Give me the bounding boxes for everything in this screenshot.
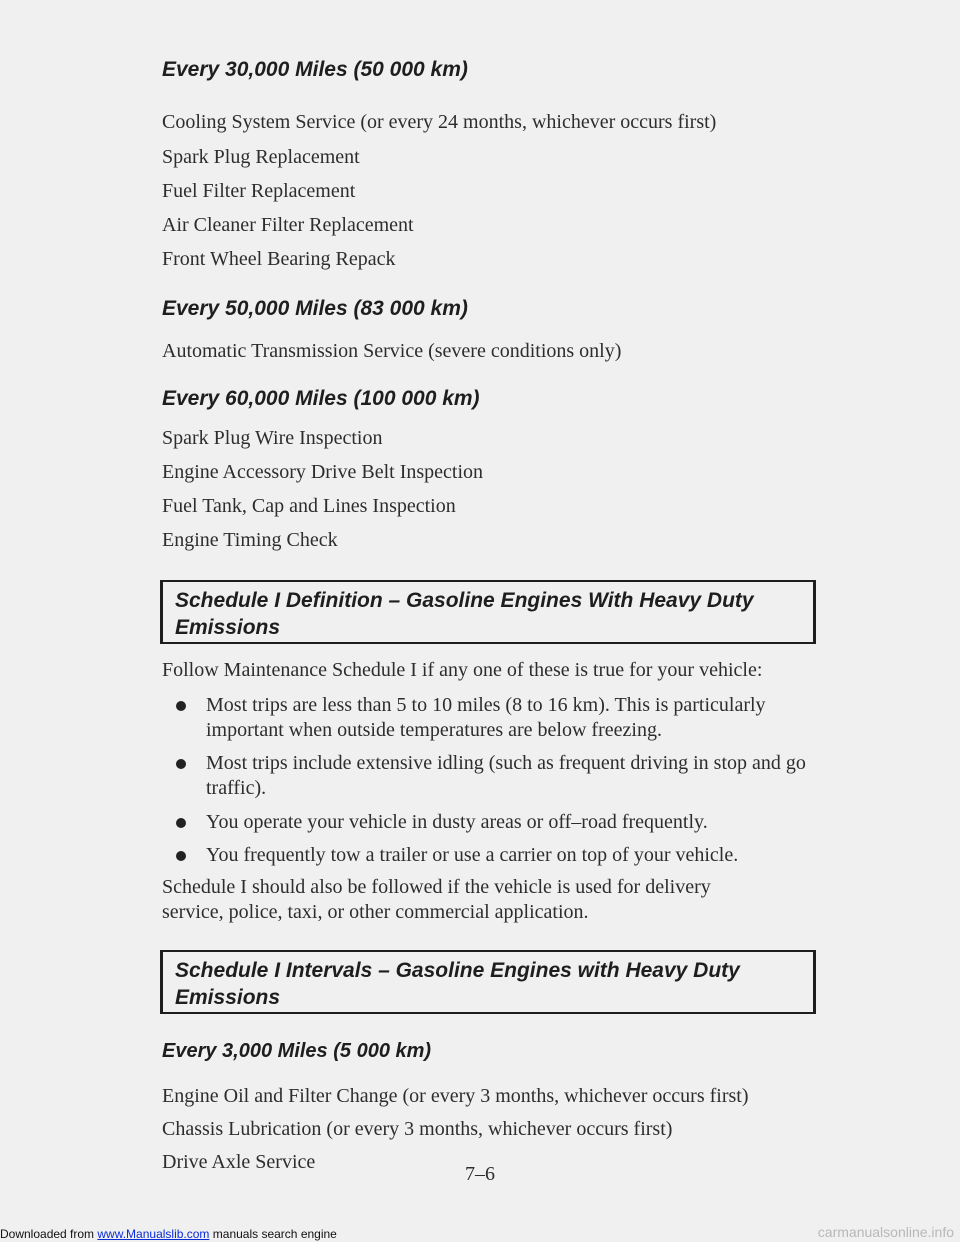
list-item: Drive Axle Service	[162, 1151, 316, 1173]
watermark: carmanualsonline.info	[817, 1224, 954, 1240]
list-item: Engine Accessory Drive Belt Inspection	[162, 461, 484, 483]
bullet-item	[176, 843, 826, 868]
bullet-item	[176, 810, 826, 835]
schedule-intervals-box: Schedule I Intervals – Gasoline Engines with Heavy Duty Emissions	[160, 950, 816, 1014]
list-item: Chassis Lubrication (or every 3 months, whichever occurs first)	[162, 1118, 673, 1140]
heading-3000-miles: Every 3,000 Miles (5 000 km)	[162, 1040, 432, 1062]
list-item: Cooling System Service (or every 24 months, whichever occurs first)	[162, 111, 717, 133]
list-item: Fuel Tank, Cap and Lines Inspection	[162, 495, 456, 517]
heading-30000-miles: Every 30,000 Miles (50 000 km)	[162, 58, 468, 81]
bullet-text: You operate your vehicle in dusty areas or off–road frequently.	[206, 811, 708, 833]
list-item: Spark Plug Replacement	[162, 146, 360, 168]
bullet-dot-icon	[176, 759, 186, 769]
schedule-definition-box: Schedule I Definition – Gasoline Engines With Heavy Duty Emissions	[160, 580, 816, 644]
bullet-dot-icon	[176, 701, 186, 711]
manualslib-link[interactable]: www.Manualslib.com	[97, 1227, 210, 1241]
bullet-text: Most trips are less than 5 to 10 miles (8 to 16 km). This is particularly important when outside temperatures are below freezing.	[206, 694, 766, 741]
heading-60000-miles: Every 60,000 Miles (100 000 km)	[162, 387, 480, 410]
list-item: Engine Oil and Filter Change (or every 3 months, whichever occurs first)	[162, 1085, 749, 1107]
page-number: 7–6	[465, 1163, 495, 1185]
bullet-text: Most trips include extensive idling (such as frequent driving in stop and go traffic).	[206, 752, 806, 799]
list-item: Engine Timing Check	[162, 529, 338, 551]
list-item: Fuel Filter Replacement	[162, 180, 356, 202]
list-item: Air Cleaner Filter Replacement	[162, 214, 414, 236]
definition-intro: Follow Maintenance Schedule I if any one of these is true for your vehicle:	[162, 659, 763, 681]
footer-suffix: manuals search engine	[209, 1227, 337, 1241]
list-item: Front Wheel Bearing Repack	[162, 248, 396, 270]
bullet-text: You frequently tow a trailer or use a carrier on top of your vehicle.	[206, 844, 739, 866]
bullet-dot-icon	[176, 818, 186, 828]
definition-closing: Schedule I should also be followed if the vehicle is used for delivery service, police, taxi, or other commercial application.	[162, 876, 711, 923]
list-item: Spark Plug Wire Inspection	[162, 427, 383, 449]
footer-prefix: Downloaded from	[0, 1227, 98, 1241]
bullet-dot-icon	[176, 851, 186, 861]
heading-50000-miles: Every 50,000 Miles (83 000 km)	[162, 297, 468, 320]
list-item: Automatic Transmission Service (severe conditions only)	[162, 340, 622, 362]
download-footer	[0, 1227, 337, 1241]
bullet-item	[176, 751, 826, 801]
bullet-item	[176, 693, 826, 743]
